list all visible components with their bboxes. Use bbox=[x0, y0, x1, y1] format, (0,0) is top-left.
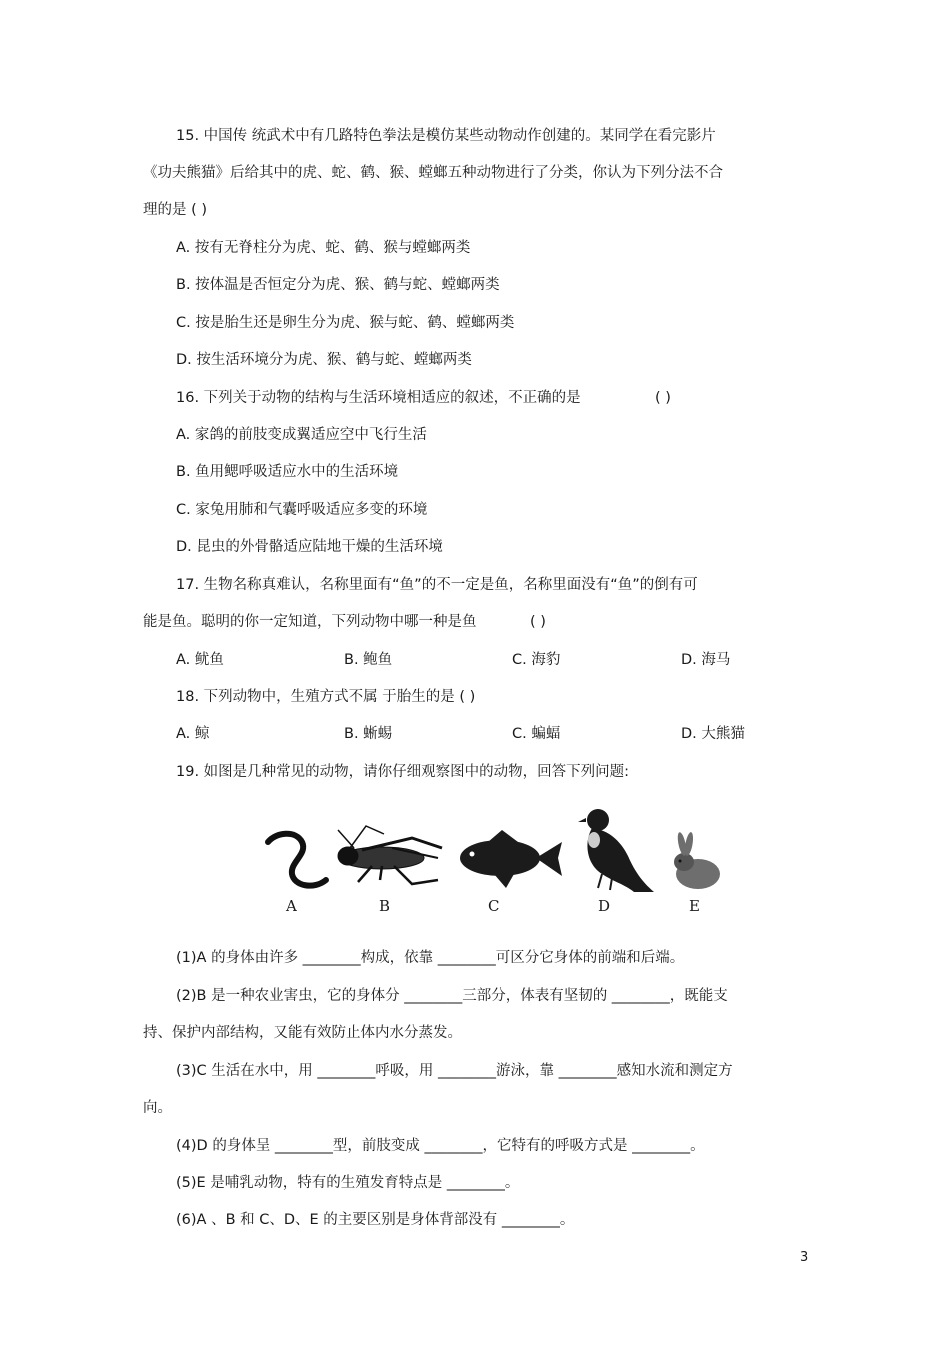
q15-option-d: D. 按生活环境分为虎、猴、鹤与蛇、螳螂两类 bbox=[176, 352, 472, 368]
q15-line2: 《功夫熊猫》后给其中的虎、蛇、鹤、猴、螳螂五种动物进行了分类，你认为下列分法不合 bbox=[143, 165, 723, 181]
q19-sub-3-cont: 向。 bbox=[143, 1100, 172, 1116]
fish-drawing bbox=[460, 830, 562, 888]
rabbit-drawing bbox=[674, 832, 720, 889]
q18-option-b: B. 蜥蜴 bbox=[344, 726, 393, 742]
q19-sub-2-cont: 持、保护内部结构，又能有效防止体内水分蒸发。 bbox=[143, 1025, 462, 1041]
q15-line1: 15. 中国传 统武术中有几路特色拳法是模仿某些动物动作创建的。某同学在看完影片 bbox=[176, 128, 716, 144]
figure-label-c: C bbox=[488, 897, 500, 915]
q19-sub-1: (1)A 的身体由许多 ________构成，依靠 ________可区分它身体的前端和后端。 bbox=[176, 950, 685, 966]
q19-sub-6: (6)A 、B 和 C、D、E 的主要区别是身体背部没有 ________。 bbox=[176, 1212, 575, 1228]
q15-option-c: C. 按是胎生还是卵生分为虎、猴与蛇、鹤、螳螂两类 bbox=[176, 315, 515, 331]
pigeon-drawing bbox=[578, 809, 654, 892]
q17-answer-paren: ( ) bbox=[530, 614, 546, 630]
q16-option-a: A. 家鸽的前肢变成翼适应空中飞行生活 bbox=[176, 427, 427, 443]
q18-option-d: D. 大熊猫 bbox=[681, 726, 745, 742]
q19-sub-3: (3)C 生活在水中，用 ________呼吸，用 ________游泳，靠 ________感知水流和测定方 bbox=[176, 1063, 733, 1079]
q16-option-b: B. 鱼用鳃呼吸适应水中的生活环境 bbox=[176, 464, 399, 480]
figure-label-a: A bbox=[286, 897, 297, 915]
q17-option-d: D. 海马 bbox=[681, 652, 731, 668]
q16-option-c: C. 家兔用肺和气囊呼吸适应多变的环境 bbox=[176, 502, 428, 518]
q15-line3: 理的是 ( ) bbox=[143, 202, 208, 218]
q15-option-a: A. 按有无脊柱分为虎、蛇、鹤、猴与螳螂两类 bbox=[176, 240, 471, 256]
figure-label-e: E bbox=[689, 897, 700, 915]
q19-sub-5: (5)E 是哺乳动物，特有的生殖发育特点是 ________。 bbox=[176, 1175, 520, 1191]
figure-label-d: D bbox=[598, 897, 611, 915]
earthworm-drawing bbox=[268, 834, 326, 886]
q17-option-c: C. 海豹 bbox=[512, 652, 561, 668]
figure-label-b: B bbox=[379, 897, 391, 915]
q18-stem: 18. 下列动物中，生殖方式不属 于胎生的是 ( ) bbox=[176, 689, 476, 705]
q19-stem: 19. 如图是几种常见的动物，请你仔细观察图中的动物，回答下列问题: bbox=[176, 764, 630, 780]
q18-option-c: C. 蝙蝠 bbox=[512, 726, 561, 742]
q19-sub-2: (2)B 是一种农业害虫，它的身体分 ________三部分，体表有坚韧的 ________，既能支 bbox=[176, 988, 728, 1004]
page-number: 3 bbox=[800, 1250, 809, 1265]
q17-line1: 17. 生物名称真难认，名称里面有“鱼”的不一定是鱼，名称里面没有“鱼”的倒有可 bbox=[176, 577, 698, 593]
q16-option-d: D. 昆虫的外骨骼适应陆地干燥的生活环境 bbox=[176, 539, 443, 555]
q17-option-b: B. 鲍鱼 bbox=[344, 652, 393, 668]
q17-option-a: A. 鱿鱼 bbox=[176, 652, 224, 668]
q15-option-b: B. 按体温是否恒定分为虎、猴、鹤与蛇、螳螂两类 bbox=[176, 277, 500, 293]
q18-option-a: A. 鲸 bbox=[176, 726, 210, 742]
q19-sub-4: (4)D 的身体呈 ________型，前肢变成 ________，它特有的呼吸方式是 ________。 bbox=[176, 1138, 705, 1154]
q16-stem: 16. 下列关于动物的结构与生活环境相适应的叙述，不正确的是 bbox=[176, 390, 581, 406]
grasshopper-drawing bbox=[338, 826, 442, 884]
q17-line2: 能是鱼。聪明的你一定知道，下列动物中哪一种是鱼 bbox=[143, 614, 477, 630]
q16-answer-paren: ( ) bbox=[655, 390, 671, 406]
